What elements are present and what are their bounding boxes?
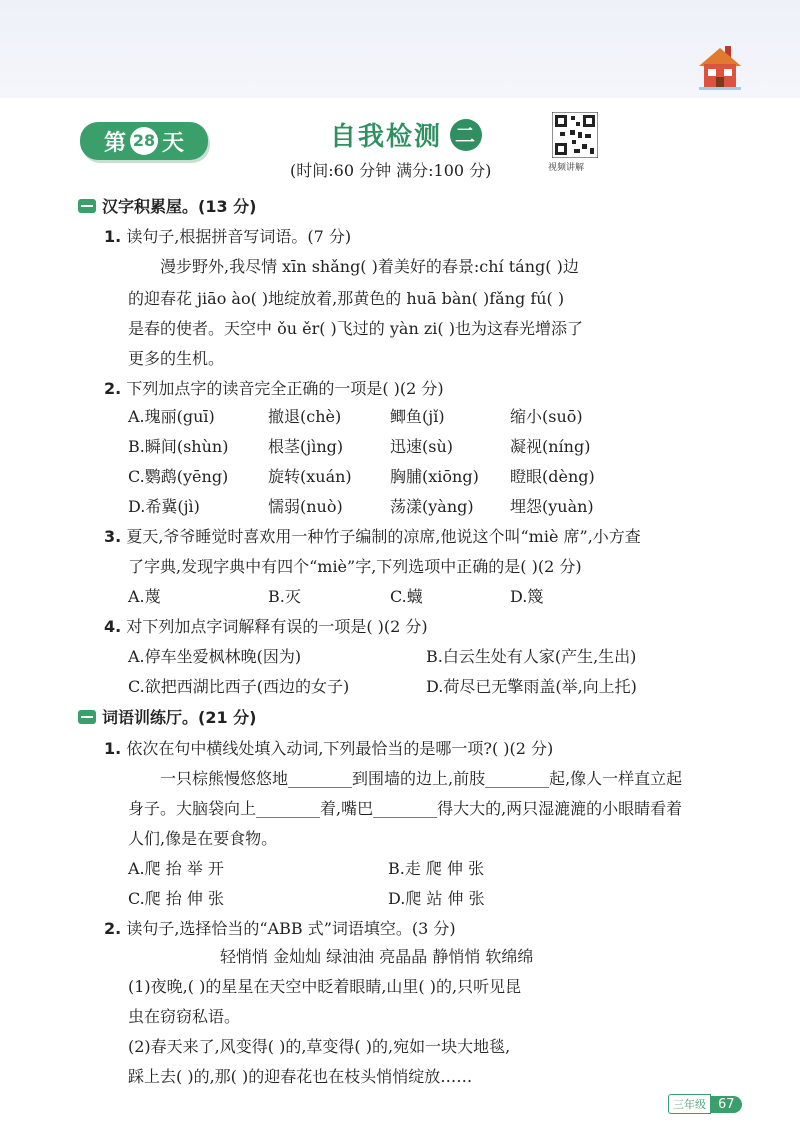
s1-q1-line: 是春的使者。天空中 ǒu ěr( )飞过的 yàn zi( )也为这春光增添了	[128, 319, 583, 338]
house-icon	[695, 42, 745, 92]
s2-q2-stem: 2. 读句子,选择恰当的“ABB 式”词语填空。(3 分)	[104, 919, 456, 938]
s1-q4-text: 对下列加点字词解释有误的一项是( )(2 分)	[126, 617, 428, 636]
option-cell: 撤退(chè)	[268, 407, 342, 426]
option-cell: D.希冀(jì)	[128, 497, 200, 516]
s1-q1-line: 的迎春花 jiāo ào( )地绽放着,那黄色的 huā bàn( )fǎng fú( )	[128, 289, 565, 308]
s2-q1-text: 依次在句中横线处填入动词,下列最恰当的是哪一项?( )(2 分)	[126, 739, 554, 758]
section-marker-icon	[78, 710, 96, 724]
option: C.欲把西湖比西子(西边的女子)	[128, 677, 350, 696]
option: B.白云生处有人家(产生,生出)	[426, 647, 637, 666]
s1-q3-stem: 3. 夏天,爷爷睡觉时喜欢用一种竹子编制的凉席,他说这个叫“miè 席”,小方查	[104, 527, 641, 546]
s1-q3-line: 了字典,发现字典中有四个“miè”字,下列选项中正确的是( )(2 分)	[128, 557, 582, 576]
day-number: 28	[130, 127, 158, 155]
s2-q2-line: 虫在窃窃私语。	[128, 1007, 241, 1026]
s2-q2-line: (2)春天来了,风变得( )的,草变得( )的,宛如一块大地毯,	[128, 1037, 511, 1056]
option-cell: 埋怨(yuàn)	[510, 497, 594, 516]
time-info: (时间:60 分钟 满分:100 分)	[290, 161, 492, 180]
s1-q1-stem: 1. 读句子,根据拼音写词语。(7 分)	[104, 227, 352, 246]
option-cell: 荡漾(yàng)	[390, 497, 474, 516]
day-prefix: 第	[103, 130, 126, 156]
option-cell: 缩小(suō)	[510, 407, 583, 426]
s2-q1-line: 身子。大脑袋向上________着,嘴巴________得大大的,两只湿漉漉的小眼睛看着	[128, 799, 683, 818]
option: D.荷尽已无擎雨盖(举,向上托)	[426, 677, 637, 696]
section-2-label: 词语训练厅。(21 分)	[102, 708, 257, 727]
option: A.蔑	[128, 587, 161, 606]
section-1-title	[78, 194, 256, 217]
grade-label: 三年级	[668, 1094, 711, 1114]
section-marker-icon	[78, 199, 96, 213]
option: A.停车坐爱枫林晚(因为)	[128, 647, 302, 666]
option: C.爬 抬 伸 张	[128, 889, 225, 908]
s1-q1-text: 读句子,根据拼音写词语。(7 分)	[126, 227, 352, 246]
s1-q3-text: 夏天,爷爷睡觉时喜欢用一种竹子编制的凉席,他说这个叫“miè 席”,小方查	[126, 527, 641, 546]
s1-q4-stem: 4. 对下列加点字词解释有误的一项是( )(2 分)	[104, 617, 428, 636]
s2-q2-line: 踩上去( )的,那( )的迎春花也在枝头悄悄绽放……	[128, 1067, 473, 1086]
option: B.走 爬 伸 张	[388, 859, 485, 878]
option-cell: 鲫鱼(jǐ)	[390, 407, 445, 426]
option: B.灭	[268, 587, 301, 606]
s2-q1-line: 人们,像是在要食物。	[128, 829, 278, 848]
option: C.蠛	[390, 587, 423, 606]
option: A.爬 抬 举 开	[128, 859, 224, 878]
word-bank: 轻悄悄 金灿灿 绿油油 亮晶晶 静悄悄 软绵绵	[220, 947, 534, 966]
option: D.爬 站 伸 张	[388, 889, 485, 908]
option-cell: C.鹦鹉(yēng)	[128, 467, 229, 486]
qr-code-icon[interactable]	[552, 112, 598, 158]
page-title	[330, 116, 482, 153]
day-badge	[80, 122, 208, 160]
s1-q1-line: 漫步野外,我尽情 xīn shǎng( )着美好的春景:chí táng( )边	[160, 257, 579, 276]
title-text: 自我检测	[330, 122, 443, 152]
day-suffix: 天	[162, 130, 185, 156]
qr-label: 视频讲解	[548, 163, 585, 173]
option-cell: 迅速(sù)	[390, 437, 454, 456]
s2-q2-text: 读句子,选择恰当的“ABB 式”词语填空。(3 分)	[126, 919, 456, 938]
section-2-title	[78, 705, 256, 728]
option-cell: 懦弱(nuò)	[268, 497, 343, 516]
option-cell: 凝视(níng)	[510, 437, 591, 456]
s1-q2-text: 下列加点字的读音完全正确的一项是( )(2 分)	[126, 379, 444, 398]
page-footer	[668, 1094, 742, 1114]
option: D.篾	[510, 587, 544, 606]
option-cell: B.瞬间(shùn)	[128, 437, 229, 456]
s2-q1-stem: 1. 依次在句中横线处填入动词,下列最恰当的是哪一项?( )(2 分)	[104, 739, 554, 758]
s2-q2-line: (1)夜晚,( )的星星在天空中眨着眼睛,山里( )的,只听见昆	[128, 977, 522, 996]
option-cell: 胸脯(xiōng)	[390, 467, 479, 486]
title-ordinal: 二	[450, 119, 482, 151]
s1-q1-line: 更多的生机。	[128, 349, 225, 368]
section-1-label: 汉字积累屋。(13 分)	[102, 197, 257, 216]
s1-q2-stem: 2. 下列加点字的读音完全正确的一项是( )(2 分)	[104, 379, 444, 398]
option-cell: 根茎(jìng)	[268, 437, 344, 456]
option-cell: 旋转(xuán)	[268, 467, 352, 486]
top-band	[0, 0, 800, 98]
s2-q1-line: 一只棕熊慢悠悠地________到围墙的边上,前肢________起,像人一样直立起	[160, 769, 683, 788]
page-number: 67	[711, 1096, 742, 1113]
option-cell: A.瑰丽(guī)	[128, 407, 215, 426]
option-cell: 瞪眼(dèng)	[510, 467, 595, 486]
